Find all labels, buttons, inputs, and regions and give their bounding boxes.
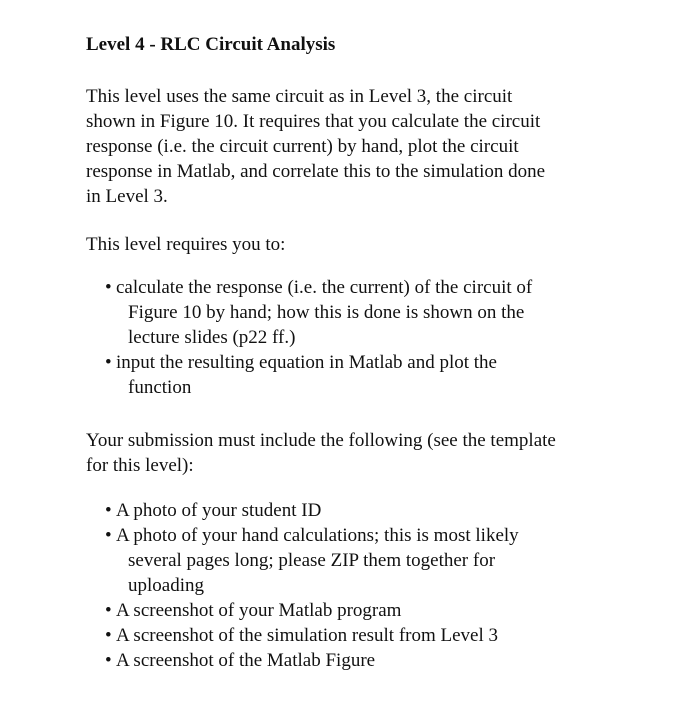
intro-line: response in Matlab, and correlate this to the simulation done	[86, 161, 546, 182]
list-item-line: lecture slides (p22 ff.)	[128, 327, 296, 348]
requires-list-item	[86, 350, 646, 400]
list-item-line: A screenshot of your Matlab program	[116, 600, 402, 621]
list-item-line: A screenshot of the simulation result from Level 3	[116, 625, 499, 646]
list-item-line: Figure 10 by hand; how this is done is shown on the	[128, 302, 525, 323]
bullet: •	[105, 600, 112, 621]
intro-line: This level uses the same circuit as in Level 3, the circuit	[86, 86, 513, 107]
list-item-line: uploading	[128, 575, 204, 596]
intro-line: shown in Figure 10. It requires that you calculate the circuit	[86, 111, 541, 132]
list-item-line: calculate the response (i.e. the current) of the circuit of	[116, 277, 533, 298]
bullet: •	[105, 500, 112, 521]
submission-list-item	[86, 623, 646, 648]
submission-list-item	[86, 523, 646, 598]
intro-line: in Level 3.	[86, 186, 168, 207]
list-item-line: several pages long; please ZIP them together for	[128, 550, 496, 571]
list-item-line: A photo of your hand calculations; this is most likely	[116, 525, 519, 546]
requires-list	[86, 275, 646, 400]
page-title: Level 4 - RLC Circuit Analysis	[86, 34, 336, 55]
submission-list	[86, 498, 646, 673]
bullet: •	[105, 352, 112, 373]
list-item-line: A screenshot of the Matlab Figure	[116, 650, 376, 671]
list-item-line: input the resulting equation in Matlab and plot the	[116, 352, 497, 373]
document	[86, 32, 646, 701]
list-item-line: A photo of your student ID	[116, 500, 322, 521]
bullet: •	[105, 650, 112, 671]
submission-list-item	[86, 498, 646, 523]
intro-paragraph	[86, 84, 646, 209]
submission-list-item	[86, 648, 646, 673]
requires-heading: This level requires you to:	[86, 234, 286, 255]
bullet: •	[105, 625, 112, 646]
submission-heading-line: for this level):	[86, 455, 194, 476]
requires-list-item	[86, 275, 646, 350]
list-item-line: function	[128, 377, 192, 398]
submission-list-item	[86, 598, 646, 623]
submission-heading-line: Your submission must include the following (see the template	[86, 430, 556, 451]
bullet: •	[105, 525, 112, 546]
intro-line: response (i.e. the circuit current) by hand, plot the circuit	[86, 136, 519, 157]
submission-heading	[86, 428, 646, 478]
bullet: •	[105, 277, 112, 298]
